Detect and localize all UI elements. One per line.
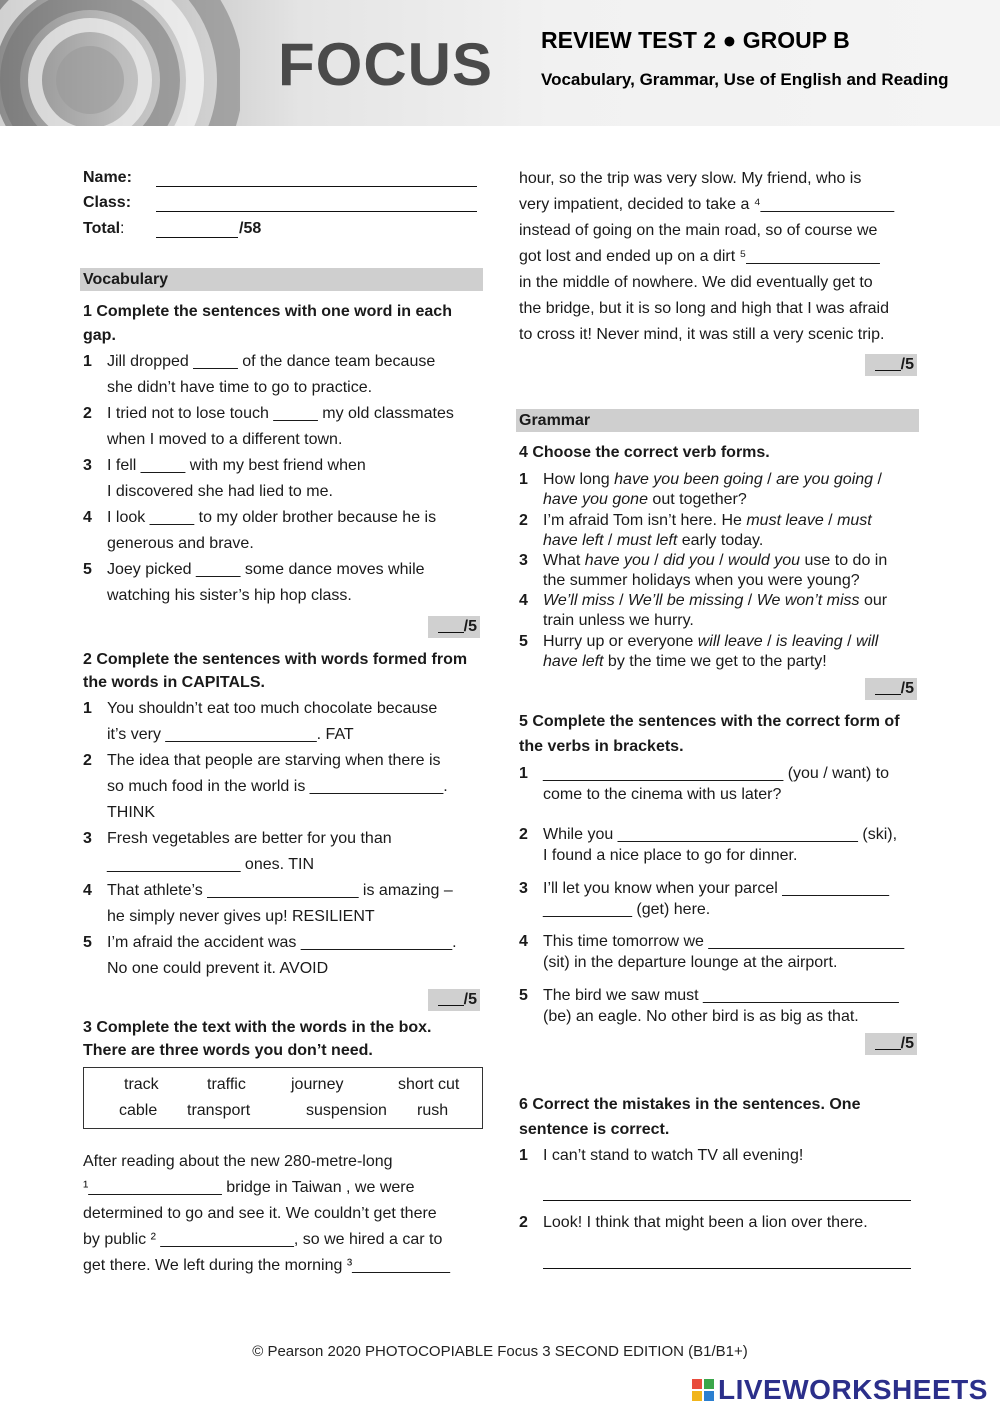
ex4-instruction: 4 Choose the correct verb forms. [519, 444, 770, 461]
ex1-score-max: /5 [463, 618, 477, 635]
item-text: by the time we get to the party! [603, 653, 827, 670]
swirl-logo-graphic [0, 0, 240, 126]
item-text-line: _______________ ones. TIN [107, 856, 314, 873]
ex2-item [83, 878, 483, 930]
item-text-line [543, 611, 694, 631]
item-text-line: Fresh vegetables are better for you than [107, 830, 392, 847]
ex1-instruction: 1 Complete the sentences with one word in each gap. [83, 303, 452, 344]
item-text: I’m afraid Tom isn’t here. He [543, 512, 747, 529]
item-text-line: Joey picked _____ some dance moves while [107, 561, 425, 578]
ex2-item [83, 930, 483, 982]
test-title: REVIEW TEST 2 ● GROUP B [541, 27, 850, 53]
verb-option[interactable]: did you [663, 552, 715, 569]
item-text-line: I’ll let you know when your parcel ____________ [543, 880, 890, 897]
item-text: How long [543, 471, 615, 488]
item-text-line: This time tomorrow we ______________________ [543, 933, 905, 950]
verb-option[interactable]: We’ll be missing [628, 592, 744, 609]
item-text: / [762, 633, 776, 650]
item-text: / [714, 552, 729, 569]
ex3-text-line: to cross it! Never mind, it was still a very scenic trip. [519, 326, 885, 343]
ex6-item [519, 1147, 919, 1169]
item-text-line: (sit) in the departure lounge at the airport. [543, 954, 838, 971]
section-heading-grammar: Grammar [516, 409, 919, 432]
ex1-item [83, 453, 483, 505]
liveworksheets-brand[interactable] [692, 1372, 988, 1408]
item-text: / [762, 471, 777, 488]
item-number: 4 [83, 509, 92, 526]
page-header [0, 0, 1000, 126]
item-number: 2 [519, 512, 528, 529]
item-text-line: she didn’t have time to go to practice. [107, 379, 373, 396]
ex2-score[interactable] [428, 989, 480, 1011]
item-text-line: he simply never gives up! RESILIENT [107, 908, 375, 925]
item-text-line: I tried not to lose touch _____ my old classmates [107, 405, 454, 422]
item-number: 4 [519, 592, 528, 609]
ex6-answer-line-1[interactable] [543, 1200, 911, 1201]
total-colon: : [120, 220, 125, 237]
ex5-score-max: /5 [900, 1035, 914, 1052]
ex1-item [83, 401, 483, 453]
item-text-line: generous and brave. [107, 535, 254, 552]
verb-option[interactable]: have you [584, 552, 650, 569]
item-text-line [543, 511, 872, 531]
item-number: 2 [83, 405, 92, 422]
item-text-line: You shouldn’t eat too much chocolate because [107, 700, 438, 717]
item-number: 2 [519, 826, 528, 843]
item-number: 5 [83, 561, 92, 578]
ex1-item [83, 557, 483, 609]
item-text-line [543, 591, 887, 611]
ex3-text-line: got lost and ended up on a dirt ⁵_______________ [519, 248, 880, 265]
item-text: / [614, 592, 629, 609]
item-text-line: (be) an eagle. No other bird is as big as that. [543, 1008, 859, 1025]
word-box-item: short cut [398, 1076, 460, 1093]
item-number: 5 [519, 633, 528, 650]
item-text: Hurry up or everyone [543, 633, 698, 650]
item-text-line: The idea that people are starving when there is [107, 752, 441, 769]
item-text: / [743, 592, 757, 609]
ex4-item [519, 591, 919, 631]
ex3-score[interactable] [865, 354, 917, 376]
item-text-line: I found a nice place to go for dinner. [543, 847, 798, 864]
ex2-item [83, 748, 483, 826]
item-text-line: ___________________________ (you / want) to [543, 765, 890, 782]
item-number: 5 [519, 987, 528, 1004]
word-box-item: rush [417, 1102, 449, 1119]
item-text: / [649, 552, 664, 569]
ex6-item-text: I can’t stand to watch TV all evening! [543, 1147, 804, 1164]
verb-option[interactable]: We won’t miss [756, 592, 860, 609]
word-box-item: suspension [306, 1102, 387, 1119]
ex3-text-line: by public ² _______________, so we hired a car to [83, 1231, 443, 1248]
item-text-line: No one could prevent it. AVOID [107, 960, 329, 977]
item-text-line [543, 551, 887, 571]
ex5-instruction-1: 5 Complete the sentences with the correct form of [519, 713, 900, 730]
item-text-line [543, 531, 763, 551]
ex6-item-number: 1 [519, 1147, 528, 1164]
item-text-line: so much food in the world is _______________. [107, 778, 448, 795]
item-text-line: I’m afraid the accident was _________________. [107, 934, 457, 951]
verb-option[interactable]: would you [728, 552, 801, 569]
item-number: 2 [83, 752, 92, 769]
class-label: Class: [83, 194, 132, 211]
verb-option[interactable]: have you gone [543, 491, 648, 508]
verb-option[interactable]: must [837, 512, 872, 529]
ex3-text-line: determined to go and see it. We couldn’t get there [83, 1205, 437, 1222]
ex3-text-line: the bridge, but it is so long and high that I was afraid [519, 300, 890, 317]
total-label-text: Total [83, 220, 121, 237]
ex2-instruction-1: 2 Complete the sentences with words formed from [83, 651, 468, 668]
ex2-item [83, 696, 483, 748]
ex5-instruction-2: the verbs in brackets. [519, 738, 684, 755]
item-text-line: THINK [107, 804, 155, 821]
item-number: 1 [519, 765, 528, 782]
total-field[interactable] [156, 237, 238, 238]
item-text-line: __________ (get) here. [543, 901, 711, 918]
item-number: 4 [83, 882, 92, 899]
item-number: 3 [83, 457, 92, 474]
item-number: 3 [83, 830, 92, 847]
item-text-line: I fell _____ with my best friend when [107, 457, 366, 474]
ex4-score-max: /5 [900, 680, 914, 697]
item-text-line: it’s very _________________. FAT [107, 726, 354, 743]
item-text: / [603, 532, 617, 549]
ex5-item [519, 931, 919, 973]
item-text: train unless we hurry. [543, 612, 694, 629]
ex6-instruction-1: 6 Correct the mistakes in the sentences. One [519, 1096, 861, 1113]
focus-logo: FOCUS [278, 31, 493, 98]
ex6-item-text: Look! I think that might been a lion over there. [543, 1214, 868, 1231]
ex2-item [83, 826, 483, 878]
ex3-text-line: get there. We left during the morning ³___________ [83, 1257, 451, 1274]
verb-option[interactable]: We’ll miss [543, 592, 615, 609]
verb-option[interactable]: have left [543, 532, 604, 549]
item-text: out together? [647, 491, 747, 508]
ex1-score[interactable] [428, 616, 480, 638]
ex5-item [519, 763, 919, 805]
ex6-item [519, 1214, 919, 1236]
ex3-score-max: /5 [900, 356, 914, 373]
ex3-instruction-2: There are three words you don’t need. [83, 1042, 373, 1059]
verb-option[interactable]: must leave [746, 512, 824, 529]
test-subtitle: Vocabulary, Grammar, Use of English and Reading [541, 70, 949, 89]
ex3-text-line: hour, so the trip was very slow. My friend, who is [519, 170, 862, 187]
name-label: Name: [83, 169, 132, 186]
name-field[interactable] [156, 186, 477, 187]
item-text: our [859, 592, 888, 609]
ex4-item [519, 511, 919, 551]
ex3-text-line: instead of going on the main road, so of course we [519, 222, 878, 239]
ex1-item [83, 505, 483, 557]
verb-option[interactable]: must left [616, 532, 678, 549]
item-number: 3 [519, 552, 528, 569]
item-text: / [842, 633, 857, 650]
item-number: 3 [519, 880, 528, 897]
liveworksheets-wordmark: LIVEWORKSHEETS [718, 1374, 988, 1405]
item-text-line: come to the cinema with us later? [543, 786, 782, 803]
verb-option[interactable]: will leave [697, 633, 763, 650]
ex6-instruction-2: sentence is correct. [519, 1121, 670, 1138]
item-text-line [543, 571, 860, 591]
item-text-line: While you ___________________________ (ski), [543, 826, 898, 843]
word-box-item: cable [119, 1102, 158, 1119]
item-text-line: when I moved to a different town. [107, 431, 343, 448]
word-box-item: track [124, 1076, 159, 1093]
word-box-item: traffic [207, 1076, 246, 1093]
verb-option[interactable]: is leaving [776, 633, 843, 650]
ex3-instruction-1: 3 Complete the text with the words in the box. [83, 1019, 432, 1036]
class-field[interactable] [156, 211, 477, 212]
item-text-line: The bird we saw must ______________________ [543, 987, 899, 1004]
item-number: 5 [83, 934, 92, 951]
ex2-score-max: /5 [463, 991, 477, 1008]
item-number: 1 [83, 700, 92, 717]
item-text-line: That athlete’s _________________ is amazing – [107, 882, 453, 899]
item-text: use to do in [800, 552, 888, 569]
ex3-text-right [519, 166, 939, 348]
section-heading-vocabulary: Vocabulary [80, 268, 483, 291]
verb-option[interactable]: have left [543, 653, 604, 670]
item-text: What [543, 552, 585, 569]
word-box-item: journey [291, 1076, 344, 1093]
verb-option[interactable]: are you going [776, 471, 874, 488]
ex6-item-number: 2 [519, 1214, 528, 1231]
word-box-item: transport [187, 1102, 251, 1119]
ex5-item [519, 878, 919, 920]
ex5-score[interactable] [865, 1033, 917, 1055]
item-text-line [543, 632, 878, 652]
word-box [83, 1067, 483, 1129]
verb-option[interactable]: have you been going [614, 471, 763, 488]
ex3-text-line: ¹_______________ bridge in Taiwan , we were [83, 1179, 415, 1196]
item-text-line [543, 490, 747, 510]
item-text-line [543, 652, 827, 672]
ex1-item [83, 349, 483, 401]
item-text-line: Jill dropped _____ of the dance team because [107, 353, 436, 370]
verb-option[interactable]: will [856, 633, 879, 650]
ex2-instruction-2: the words in CAPITALS. [83, 674, 265, 691]
item-number: 4 [519, 933, 528, 950]
item-number: 1 [519, 471, 528, 488]
ex4-item [519, 551, 919, 591]
liveworksheets-logo-icon [692, 1379, 714, 1401]
ex3-text-left [83, 1149, 493, 1279]
ex5-item [519, 824, 919, 866]
total-label [83, 220, 124, 238]
item-text-line [543, 470, 882, 490]
footer-copyright: © Pearson 2020 PHOTOCOPIABLE Focus 3 SECOND EDITION (B1/B1+) [252, 1343, 748, 1360]
ex3-text-line: very impatient, decided to take a ⁴_______________ [519, 196, 895, 213]
ex4-score[interactable] [865, 678, 917, 700]
item-text-line: I look _____ to my older brother because he is [107, 509, 437, 526]
item-text: early today. [677, 532, 764, 549]
item-number: 1 [83, 353, 92, 370]
ex5-item [519, 985, 919, 1027]
item-text-line: watching his sister’s hip hop class. [107, 587, 352, 604]
total-max: /58 [239, 220, 262, 237]
ex3-text-line: in the middle of nowhere. We did eventually get to [519, 274, 873, 291]
item-text-line: I discovered she had lied to me. [107, 483, 333, 500]
ex6-answer-line-2[interactable] [543, 1268, 911, 1269]
ex4-item [519, 470, 919, 510]
item-text: / [823, 512, 838, 529]
ex4-item [519, 632, 919, 672]
item-text: the summer holidays when you were young? [543, 572, 860, 589]
item-text: / [873, 471, 882, 488]
ex3-text-line: After reading about the new 280-metre-long [83, 1153, 393, 1170]
